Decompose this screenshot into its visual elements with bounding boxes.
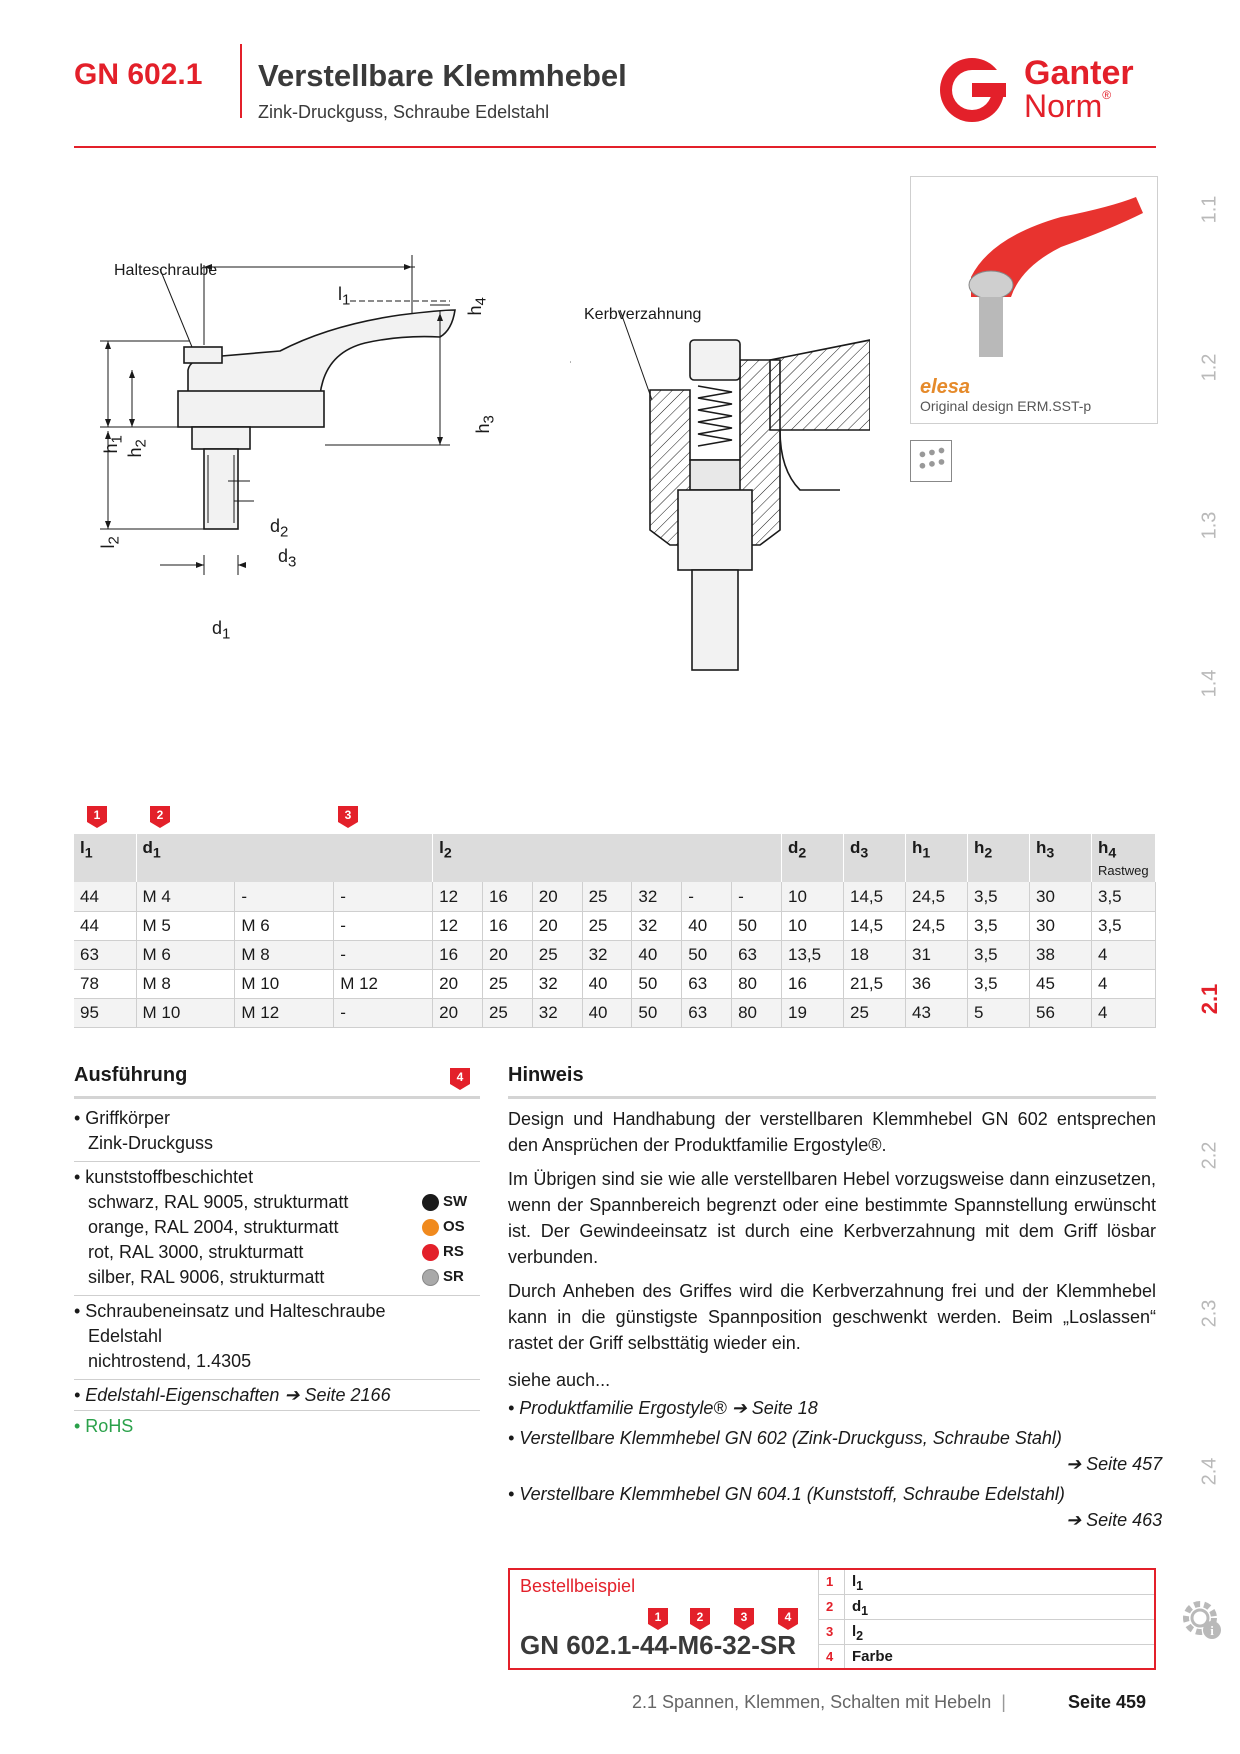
- label-d1: $d_1$: [212, 618, 231, 643]
- footer-page-number: Seite 459: [1068, 1692, 1147, 1712]
- table-cell: 25: [482, 998, 532, 1027]
- table-cell: 44: [74, 882, 136, 911]
- table-cell: 32: [582, 940, 632, 969]
- th-d1: $d_1$: [136, 834, 433, 882]
- label-halteschraube: Halteschraube: [114, 262, 218, 279]
- table-cell: 4: [1092, 969, 1156, 998]
- lever-section-drawing: [570, 300, 870, 680]
- legend-val-4: Farbe: [852, 1648, 893, 1665]
- color-schwarz: schwarz, RAL 9005, strukturmatt: [88, 1192, 349, 1212]
- table-cell: 3,5: [968, 940, 1030, 969]
- table-cell: -: [334, 940, 433, 969]
- table-cell: 50: [632, 969, 682, 998]
- table-cell: 40: [582, 969, 632, 998]
- label-l2: $l_2$: [97, 536, 123, 549]
- header-rule: [74, 146, 1156, 148]
- label-d2: $d_2$: [270, 516, 289, 541]
- item-griffkoerper-material: Zink-Druckguss: [88, 1133, 214, 1153]
- side-tab-2-4[interactable]: 2.4: [1198, 1457, 1221, 1486]
- table-cell: 40: [582, 998, 632, 1027]
- table-cell: 80: [732, 969, 782, 998]
- link-gn602[interactable]: • Verstellbare Klemmhebel GN 602 (Zink-Druckguss, Schraube Stahl): [508, 1428, 1062, 1448]
- table-cell: 40: [632, 940, 682, 969]
- color-swatch-os: [422, 1219, 439, 1236]
- table-cell: M 8: [235, 940, 334, 969]
- table-cell: 50: [682, 940, 732, 969]
- table-cell: M 5: [136, 911, 235, 940]
- side-tab-2-1[interactable]: 2.1: [1197, 983, 1222, 1015]
- table-cell: 95: [74, 998, 136, 1027]
- table-cell: -: [732, 882, 782, 911]
- side-tab-2-3[interactable]: 2.3: [1198, 1299, 1221, 1328]
- th-d2: $d_2$: [782, 834, 844, 882]
- legend-num-4: 4: [826, 1649, 834, 1664]
- table-cell: 3,5: [968, 969, 1030, 998]
- table-cell: -: [334, 998, 433, 1027]
- table-cell: M 10: [136, 998, 235, 1027]
- table-cell: 40: [682, 911, 732, 940]
- table-cell: -: [682, 882, 732, 911]
- th-h4: $h_4$ Rastweg: [1092, 834, 1156, 882]
- table-row: [74, 998, 1156, 1027]
- table-cell: 10: [782, 882, 844, 911]
- footer-section: 2.1 Spannen, Klemmen, Schalten mit Hebeln |: [632, 1692, 1006, 1712]
- link-gn604[interactable]: • Verstellbare Klemmhebel GN 604.1 (Kunststoff, Schraube Edelstahl): [508, 1484, 1065, 1504]
- th-h2: $h_2$: [968, 834, 1030, 882]
- table-cell: 63: [74, 940, 136, 969]
- table-cell: 10: [782, 911, 844, 940]
- order-example-title: Bestellbeispiel: [520, 1576, 636, 1596]
- table-cell: M 8: [136, 969, 235, 998]
- table-cell: 20: [433, 998, 483, 1027]
- table-cell: 32: [632, 911, 682, 940]
- color-orange: orange, RAL 2004, strukturmatt: [88, 1217, 339, 1237]
- hinweis-paragraph-2: Im Übrigen sind sie wie alle verstellbaren Hebel vorzugsweise dann einzusetzen, wenn der Spannbereich begrenzt oder eine bestimmte Spannstellung erwünscht ist. Der Gewindeeinsatz ist durch eine Kerbverzahnung mit dem Griff lösbar verbunden.: [508, 1169, 1156, 1267]
- header-divider: [240, 44, 242, 118]
- item-griffkoerper: • Griffkörper: [74, 1108, 170, 1128]
- side-tab-2-2[interactable]: 2.2: [1198, 1141, 1221, 1170]
- table-cell: M 10: [235, 969, 334, 998]
- table-cell: 16: [433, 940, 483, 969]
- elesa-logo: elesa: [920, 376, 971, 398]
- table-cell: 14,5: [844, 882, 906, 911]
- table-cell: M 6: [235, 911, 334, 940]
- th-d3: $d_3$: [844, 834, 906, 882]
- table-cell: 63: [732, 940, 782, 969]
- table-row: [74, 969, 1156, 998]
- table-cell: 24,5: [906, 882, 968, 911]
- gear-info-icon[interactable]: [1178, 1596, 1226, 1644]
- label-d3: $d_3$: [278, 546, 297, 571]
- table-cell: 19: [782, 998, 844, 1027]
- table-cell: 80: [732, 998, 782, 1027]
- label-h3: $h_3$: [472, 415, 498, 434]
- table-cell: 44: [74, 911, 136, 940]
- table-cell: M 12: [235, 998, 334, 1027]
- table-cell: 63: [682, 998, 732, 1027]
- table-cell: 25: [482, 969, 532, 998]
- side-tab-1-2[interactable]: 1.2: [1198, 353, 1221, 382]
- surface-texture-icon: [910, 440, 952, 482]
- dimension-table: [74, 834, 1156, 1028]
- code-sr: SR: [443, 1268, 464, 1285]
- table-cell: 4: [1092, 940, 1156, 969]
- table-cell: M 6: [136, 940, 235, 969]
- table-cell: 25: [582, 882, 632, 911]
- color-swatch-rs: [422, 1244, 439, 1261]
- link-ergostyle[interactable]: • Produktfamilie Ergostyle® ➔ Seite 18: [508, 1398, 818, 1418]
- th-l1: $l_1$: [74, 834, 136, 882]
- order-code: GN 602.1-44-M6-32-SR: [520, 1630, 796, 1660]
- item-nichtrostend: nichtrostend, 1.4305: [88, 1351, 252, 1371]
- table-cell: 3,5: [1092, 882, 1156, 911]
- table-row: [74, 940, 1156, 969]
- legend-num-2: 2: [826, 1599, 834, 1614]
- table-cell: 3,5: [1092, 911, 1156, 940]
- table-cell: 3,5: [968, 882, 1030, 911]
- table-cell: 16: [782, 969, 844, 998]
- legend-num-1: 1: [826, 1574, 834, 1589]
- table-cell: -: [334, 911, 433, 940]
- page-subtitle: Zink-Druckguss, Schraube Edelstahl: [258, 102, 550, 122]
- link-edelstahl-eigenschaften[interactable]: • Edelstahl-Eigenschaften ➔ Seite 2166: [74, 1385, 391, 1405]
- table-cell: 56: [1030, 998, 1092, 1027]
- code-sw: SW: [443, 1193, 468, 1210]
- table-cell: 63: [682, 969, 732, 998]
- hinweis-paragraph-1: Design und Handhabung der verstellbaren Klemmhebel GN 602 entsprechen den Ansprüchen der Produktfamilie Ergostyle®.: [508, 1109, 1156, 1155]
- table-cell: 16: [482, 882, 532, 911]
- label-h1: $h_1$: [100, 435, 126, 454]
- table-cell: 18: [844, 940, 906, 969]
- table-cell: 43: [906, 998, 968, 1027]
- table-cell: 31: [906, 940, 968, 969]
- table-cell: -: [235, 882, 334, 911]
- table-row: [74, 882, 1156, 911]
- color-rot: rot, RAL 3000, strukturmatt: [88, 1242, 304, 1262]
- color-silber: silber, RAL 9006, strukturmatt: [88, 1267, 325, 1287]
- item-beschichtet: • kunststoffbeschichtet: [74, 1167, 254, 1187]
- table-cell: 12: [433, 911, 483, 940]
- table-cell: 20: [433, 969, 483, 998]
- label-l1: $l_1$: [338, 284, 351, 309]
- table-cell: 25: [844, 998, 906, 1027]
- brand-name: Ganter: [1024, 54, 1134, 92]
- label-kerbverzahnung: Kerbverzahnung: [584, 306, 702, 323]
- th-h1: $h_1$: [906, 834, 968, 882]
- code-rs: RS: [443, 1243, 464, 1260]
- table-cell: 32: [632, 882, 682, 911]
- table-cell: M 12: [334, 969, 433, 998]
- table-cell: 25: [532, 940, 582, 969]
- label-h2: $h_2$: [124, 439, 150, 458]
- table-cell: 13,5: [782, 940, 844, 969]
- ganter-logo-icon: [938, 56, 1006, 124]
- table-cell: 20: [532, 882, 582, 911]
- section-hinweis-title: Hinweis: [508, 1064, 584, 1086]
- table-cell: 20: [532, 911, 582, 940]
- svg-text:i: i: [1210, 1623, 1214, 1638]
- item-edelstahl: Edelstahl: [88, 1326, 163, 1346]
- link-gn604-page[interactable]: ➔ Seite 463: [1066, 1510, 1163, 1530]
- lever-side-view-drawing: [97, 255, 520, 655]
- side-tab-1-3[interactable]: 1.3: [1198, 511, 1221, 540]
- color-swatch-sr: [422, 1269, 439, 1286]
- table-row: [74, 911, 1156, 940]
- product-code: GN 602.1: [74, 58, 203, 91]
- table-cell: 32: [532, 969, 582, 998]
- legend-num-3: 3: [826, 1624, 834, 1639]
- table-cell: 38: [1030, 940, 1092, 969]
- table-cell: 45: [1030, 969, 1092, 998]
- hinweis-paragraph-3: Durch Anheben des Griffes wird die Kerbverzahnung frei und der Klemmhebel kann in die günstigste Spannposition geschwenkt werden. Beim „Loslassen“ rastet der Griff selbsttätig wieder ein.: [508, 1281, 1156, 1353]
- table-cell: 50: [632, 998, 682, 1027]
- page-title: Verstellbare Klemmhebel: [258, 58, 627, 93]
- table-cell: 24,5: [906, 911, 968, 940]
- section-ausfuehrung-title: Ausführung: [74, 1064, 188, 1086]
- legend-val-3: $l_2$: [852, 1623, 864, 1643]
- table-cell: 4: [1092, 998, 1156, 1027]
- legend-val-2: $d_1$: [852, 1598, 869, 1618]
- item-rohs: • RoHS: [74, 1416, 134, 1436]
- th-h3: $h_3$: [1030, 834, 1092, 882]
- table-cell: 3,5: [968, 911, 1030, 940]
- table-cell: 32: [532, 998, 582, 1027]
- code-os: OS: [443, 1218, 465, 1235]
- table-cell: 50: [732, 911, 782, 940]
- table-cell: 36: [906, 969, 968, 998]
- table-cell: 78: [74, 969, 136, 998]
- table-cell: 20: [482, 940, 532, 969]
- table-cell: M 4: [136, 882, 235, 911]
- color-swatch-sw: [422, 1194, 439, 1211]
- table-cell: 30: [1030, 882, 1092, 911]
- item-schraubeneinsatz: • Schraubeneinsatz und Halteschraube: [74, 1301, 386, 1321]
- brand-norm: Norm®: [1024, 88, 1112, 124]
- table-cell: -: [334, 882, 433, 911]
- legend-val-1: $l_1$: [852, 1573, 864, 1593]
- th-l2: $l_2$: [433, 834, 782, 882]
- link-gn602-page[interactable]: ➔ Seite 457: [1066, 1454, 1163, 1474]
- label-h4: $h_4$: [464, 297, 490, 316]
- table-cell: 12: [433, 882, 483, 911]
- side-tab-1-4[interactable]: 1.4: [1198, 669, 1221, 698]
- photo-caption: Original design ERM.SST-p: [920, 398, 1092, 414]
- side-tab-1-1[interactable]: 1.1: [1198, 195, 1221, 224]
- table-cell: 16: [482, 911, 532, 940]
- table-cell: 25: [582, 911, 632, 940]
- table-cell: 14,5: [844, 911, 906, 940]
- table-cell: 21,5: [844, 969, 906, 998]
- see-also-label: siehe auch...: [508, 1370, 611, 1390]
- table-cell: 30: [1030, 911, 1092, 940]
- table-cell: 5: [968, 998, 1030, 1027]
